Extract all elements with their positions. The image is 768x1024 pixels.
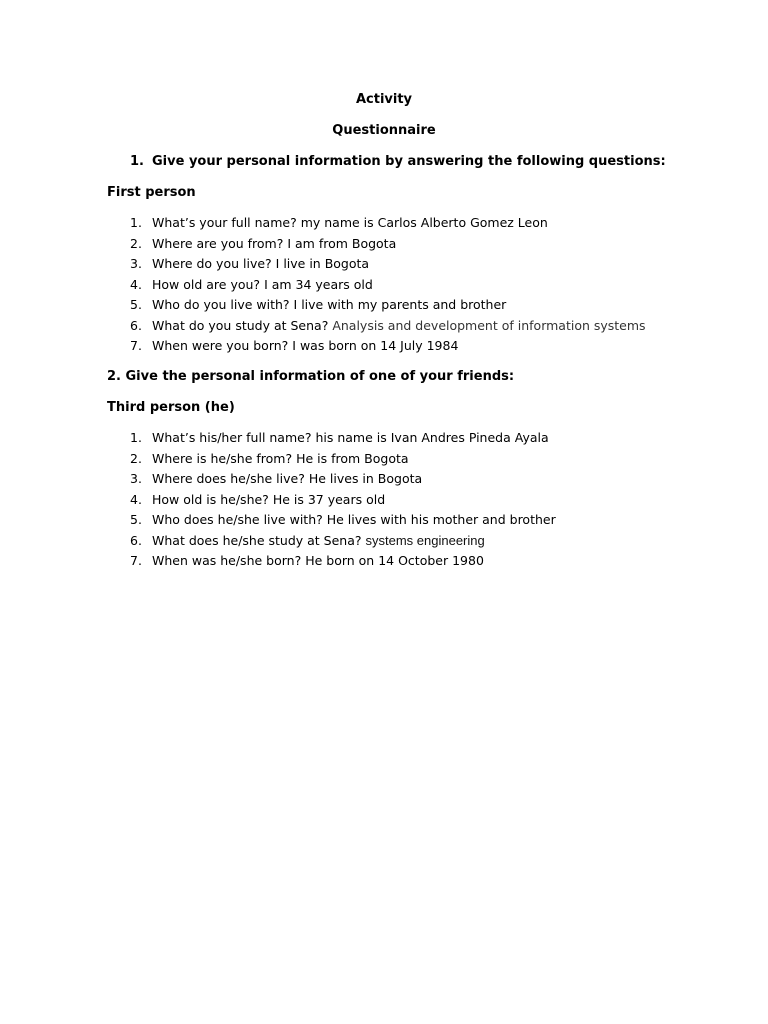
item-number: 1. [130, 215, 142, 230]
item-question: How old is he/she? [152, 491, 269, 507]
item-answer: He is 37 years old [272, 491, 386, 507]
list-item [0, 297, 768, 318]
list-item [0, 471, 768, 492]
item-answer: He is from Bogota [296, 450, 409, 466]
list-item [0, 553, 768, 574]
item-number: 6. [130, 317, 142, 333]
item-question: Who does he/she live with? [152, 512, 323, 527]
list-item [0, 492, 768, 513]
first-person-list [0, 215, 768, 359]
document-subtitle: Questionnaire [332, 123, 436, 138]
list-item [0, 533, 768, 554]
item-answer: I am from Bogota [287, 235, 397, 251]
list-item [0, 236, 768, 257]
question-2-text: Give the personal information of one of your friends: [125, 369, 515, 384]
item-answer: systems engineering [365, 532, 485, 548]
item-number: 2. [130, 450, 142, 466]
third-person-label: Third person (he) [107, 400, 235, 415]
item-number: 5. [130, 512, 142, 527]
item-question: Where do you live? [152, 256, 272, 271]
list-item [0, 277, 768, 298]
item-answer: I am 34 years old [264, 276, 373, 292]
first-person-label: First person [107, 185, 196, 200]
question-1-text: Give your personal information by answering the following questions: [152, 154, 666, 169]
item-question: When was he/she born? [152, 553, 302, 568]
question-2-number: 2. [107, 369, 121, 384]
item-question: How old are you? [152, 276, 261, 292]
list-item [0, 430, 768, 451]
item-question: What’s his/her full name? [152, 430, 312, 445]
item-number: 3. [130, 256, 142, 271]
document-title: Activity [355, 92, 413, 107]
item-answer: Analysis and development of information systems [332, 317, 646, 333]
item-question: When were you born? [152, 338, 289, 353]
item-answer: I live in Bogota [275, 256, 370, 271]
item-answer: his name is Ivan Andres Pineda Ayala [315, 430, 549, 445]
item-answer: my name is Carlos Alberto Gomez Leon [300, 215, 548, 230]
list-item [0, 451, 768, 472]
item-question: Where is he/she from? [152, 450, 293, 466]
list-item [0, 338, 768, 359]
list-item [0, 318, 768, 339]
item-answer: I live with my parents and brother [293, 297, 507, 312]
item-number: 3. [130, 471, 142, 486]
item-question: Where does he/she live? [152, 471, 305, 486]
item-number: 6. [130, 532, 142, 548]
question-1-number: 1. [130, 154, 144, 169]
item-question: What’s your full name? [152, 215, 297, 230]
item-answer: He lives with his mother and brother [326, 512, 556, 527]
item-question: Where are you from? [152, 235, 284, 251]
item-question: What do you study at Sena? [152, 317, 329, 333]
item-number: 7. [130, 338, 142, 353]
question-2-heading [107, 369, 514, 384]
item-number: 5. [130, 297, 142, 312]
third-person-list [0, 430, 768, 574]
item-answer: He born on 14 October 1980 [305, 553, 484, 568]
item-number: 7. [130, 553, 142, 568]
item-question: What does he/she study at Sena? [152, 532, 362, 548]
item-answer: He lives in Bogota [308, 471, 423, 486]
item-question: Who do you live with? [152, 297, 290, 312]
list-item [0, 256, 768, 277]
item-number: 4. [130, 276, 142, 292]
item-number: 1. [130, 430, 142, 445]
item-answer: I was born on 14 July 1984 [292, 338, 459, 353]
list-item [0, 215, 768, 236]
item-number: 2. [130, 235, 142, 251]
list-item [0, 512, 768, 533]
item-number: 4. [130, 491, 142, 507]
